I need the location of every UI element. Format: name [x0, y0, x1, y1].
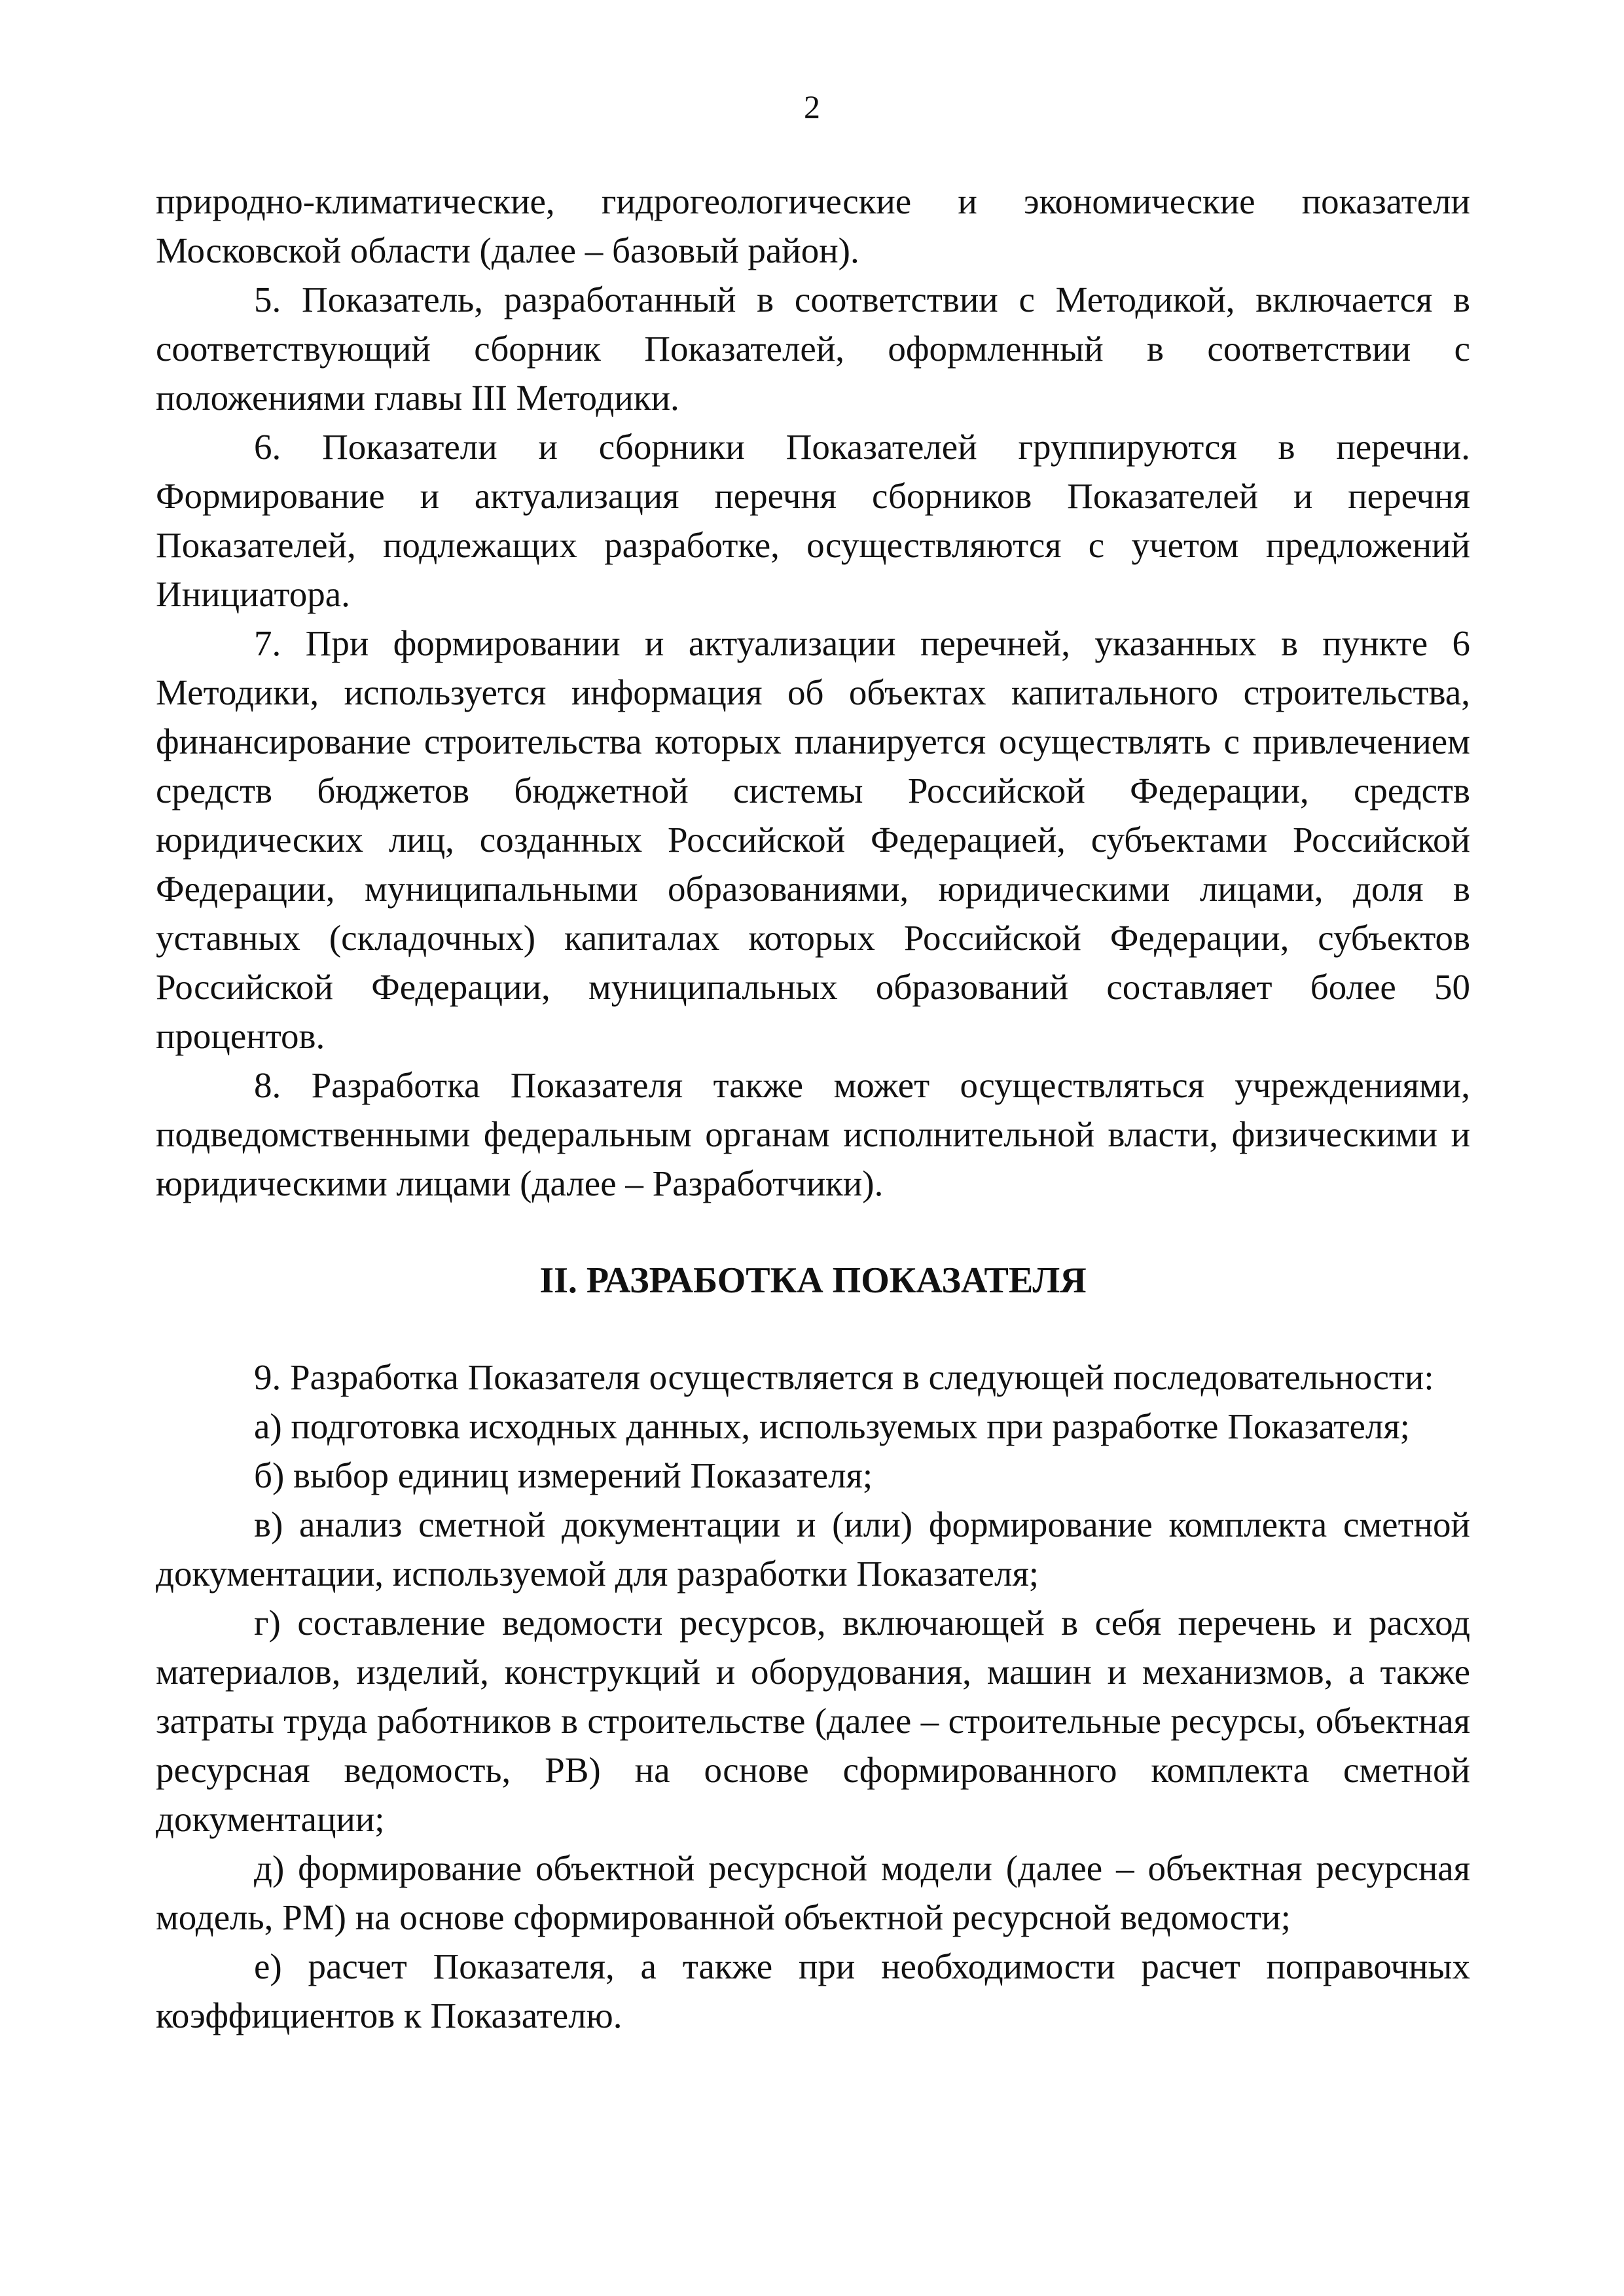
list-item-b: б) выбор единиц измерений Показателя;	[254, 1455, 873, 1495]
paragraph-item-5: 5. Показатель, разработанный в соответствии с Методикой, включается в соответствующий сборник Показателей, оформленный в соответствии с положениями главы III Методики.	[156, 280, 1470, 418]
list-item-a: а) подготовка исходных данных, используемых при разработке Показателя;	[254, 1406, 1410, 1446]
document-body	[156, 177, 1470, 2040]
paragraph-item-6: 6. Показатели и сборники Показателей группируются в перечни. Формирование и актуализация перечня сборников Показателей и перечня Показателей, подлежащих разработке, осуществляются с учетом предложений Инициатора.	[156, 427, 1470, 614]
list-item-d: д) формирование объектной ресурсной модели (далее – объектная ресурсная модель, РМ) на основе сформированной объектной ресурсной ведомости;	[156, 1848, 1470, 1937]
list-item-e: е) расчет Показателя, а также при необходимости расчет поправочных коэффициентов к Показателю.	[156, 1946, 1470, 2035]
list-item-g: г) составление ведомости ресурсов, включающей в себя перечень и расход материалов, изделий, конструкций и оборудования, машин и механизмов, а также затраты труда работников в строительстве (далее – строительные ресурсы, объектная ресурсная ведомость, РВ) на основе сформированного комплекта сметной документации;	[156, 1603, 1470, 1839]
list-item-v: в) анализ сметной документации и (или) формирование комплекта сметной документации, используемой для разработки Показателя;	[156, 1504, 1470, 1594]
paragraph-item-8: 8. Разработка Показателя также может осуществляться учреждениями, подведомственными федеральным органам исполнительной власти, физическими и юридическими лицами (далее – Разработчики).	[156, 1065, 1470, 1203]
paragraph-continuation: природно-климатические, гидрогеологические и экономические показатели Московской области (далее – базовый район).	[156, 181, 1470, 270]
page-number: 2	[804, 88, 820, 125]
paragraph-item-7: 7. При формировании и актуализации перечней, указанных в пункте 6 Методики, используется информация об объектах капитального строительства, финансирование строительства которых планируется осуществлять с привлечением средств бюджетов бюджетной системы Российской Федерации, средств юридических лиц, созданных Российской Федерацией, субъектами Российской Федерации, муниципальными образованиями, юридическими лицами, доля в уставных (складочных) капиталах которых Российской Федерации, субъектов Российской Федерации, муниципальных образований составляет более 50 процентов.	[156, 623, 1470, 1056]
paragraph-item-9: 9. Разработка Показателя осуществляется в следующей последовательности:	[254, 1357, 1434, 1397]
section-heading: II. РАЗРАБОТКА ПОКАЗАТЕЛЯ	[539, 1260, 1087, 1301]
